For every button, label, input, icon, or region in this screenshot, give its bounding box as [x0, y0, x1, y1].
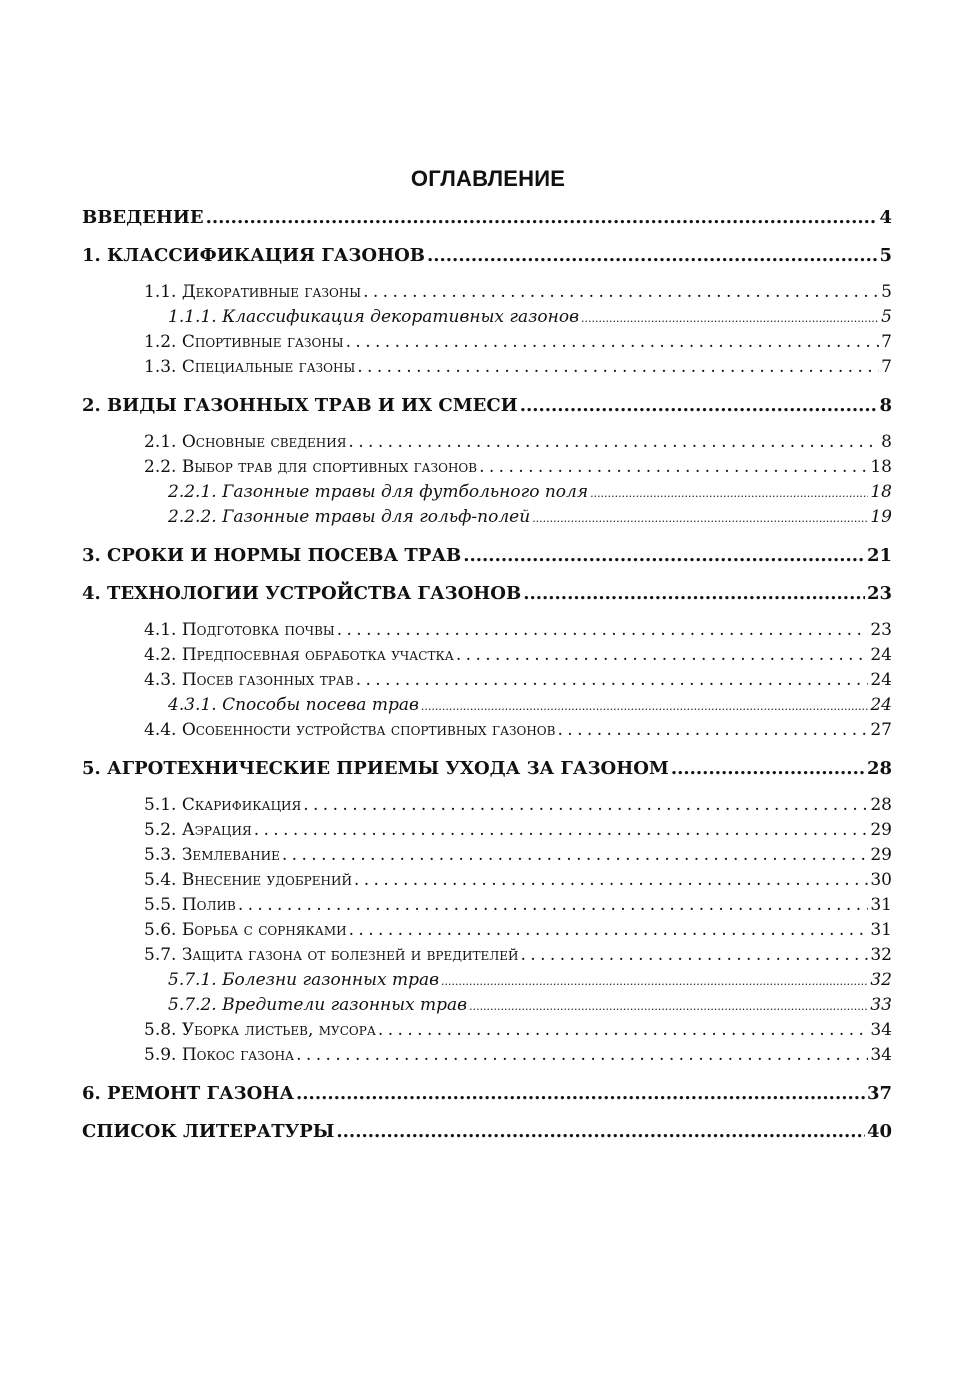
toc-dot-leader	[296, 1045, 868, 1065]
toc-entry-level-2[interactable]	[82, 282, 892, 307]
toc-page-number: 28	[866, 758, 892, 779]
page-title: ОГЛАВЛЕНИЕ	[410, 166, 566, 191]
toc-dot-leader	[348, 432, 879, 452]
toc-dot-leader	[363, 282, 879, 302]
toc-entry-level-1[interactable]	[82, 1083, 892, 1108]
toc-dot-leader	[238, 895, 869, 915]
toc-page-number: 33	[870, 995, 892, 1015]
toc-page-number: 24	[870, 695, 892, 715]
toc-entry-level-1[interactable]	[82, 583, 892, 608]
toc-entry-level-2[interactable]	[82, 820, 892, 845]
toc-page-number: 37	[866, 1083, 892, 1104]
toc-entry-label: 2.2. Выбор трав для спортивных газонов	[144, 457, 478, 477]
toc-entry-label: 4.4. Особенности устройства спортивных газонов	[144, 720, 556, 740]
toc-entry-level-3[interactable]	[82, 307, 892, 332]
toc-entry-level-3[interactable]	[82, 995, 892, 1020]
toc-entry-level-2[interactable]	[82, 432, 892, 457]
toc-page-number: 24	[870, 645, 892, 665]
toc-entry-label: 5.6. Борьба с сорняками	[144, 920, 347, 940]
toc-dot-leader	[349, 920, 869, 940]
toc-entry-label: 5.4. Внесение удобрений	[144, 870, 352, 890]
toc-entry-level-2[interactable]	[82, 332, 892, 357]
toc-dot-leader	[523, 583, 865, 604]
toc-dot-leader	[421, 700, 868, 713]
toc-entry-label: 2.2.2. Газонные травы для гольф-полей	[168, 507, 531, 527]
toc-dot-leader	[581, 312, 879, 325]
toc-page-number: 28	[870, 795, 892, 815]
toc-dot-leader	[282, 845, 869, 865]
toc-page-number: 32	[870, 970, 892, 990]
toc-entry-label: 5.7.2. Вредители газонных трав	[168, 995, 468, 1015]
toc-dot-leader	[520, 395, 878, 416]
toc-page-number: 31	[870, 895, 892, 915]
toc-page-number: 7	[881, 357, 892, 377]
toc-entry-level-2[interactable]	[82, 645, 892, 670]
toc-entry-level-2[interactable]	[82, 1045, 892, 1070]
toc-page-number: 40	[866, 1121, 892, 1142]
toc-dot-leader	[354, 870, 868, 890]
toc-entry-label: 1.1. Декоративные газоны	[144, 282, 362, 302]
toc-entry-level-2[interactable]	[82, 795, 892, 820]
table-of-contents	[82, 207, 892, 1146]
toc-dot-leader	[296, 1083, 865, 1104]
toc-entry-level-3[interactable]	[82, 507, 892, 532]
toc-spacer	[82, 270, 892, 282]
toc-page-number: 27	[870, 720, 892, 740]
toc-entry-label: 3. СРОКИ И НОРМЫ ПОСЕВА ТРАВ	[82, 545, 462, 566]
toc-entry-level-2[interactable]	[82, 895, 892, 920]
toc-entry-level-2[interactable]	[82, 720, 892, 745]
toc-dot-leader	[671, 758, 865, 779]
toc-page-number: 34	[870, 1020, 892, 1040]
toc-entry-level-2[interactable]	[82, 845, 892, 870]
toc-entry-label: 5.9. Покос газона	[144, 1045, 295, 1065]
toc-page-number: 29	[870, 845, 892, 865]
toc-page-number: 5	[881, 307, 892, 327]
toc-page-number: 18	[870, 482, 892, 502]
toc-dot-leader	[557, 720, 868, 740]
toc-entry-level-2[interactable]	[82, 945, 892, 970]
toc-dot-leader	[346, 332, 880, 352]
toc-entry-label: 2. ВИДЫ ГАЗОННЫХ ТРАВ И ИХ СМЕСИ	[82, 395, 518, 416]
toc-entry-label: 1.3. Специальные газоны	[144, 357, 356, 377]
toc-page-number: 8	[879, 395, 892, 416]
toc-entry-label: 5.7.1. Болезни газонных трав	[168, 970, 439, 990]
toc-page-number: 29	[870, 820, 892, 840]
toc-entry-label: 4.3. Посев газонных трав	[144, 670, 354, 690]
toc-entry-label: 6. РЕМОНТ ГАЗОНА	[82, 1083, 295, 1104]
toc-entry-label: 5.7. Защита газона от болезней и вредителей	[144, 945, 519, 965]
toc-dot-leader	[337, 620, 869, 640]
toc-entry-level-2[interactable]	[82, 1020, 892, 1045]
toc-entry-label: 2.1. Основные сведения	[144, 432, 347, 452]
toc-dot-leader	[456, 645, 869, 665]
toc-entry-label: 1.1.1. Классификация декоративных газонов	[168, 307, 579, 327]
toc-entry-level-2[interactable]	[82, 357, 892, 382]
toc-entry-level-2[interactable]	[82, 457, 892, 482]
toc-page-number: 19	[870, 507, 892, 527]
toc-entry-level-3[interactable]	[82, 695, 892, 720]
toc-page-number: 23	[866, 583, 892, 604]
toc-entry-level-1[interactable]	[82, 1121, 892, 1146]
toc-dot-leader	[469, 1000, 868, 1013]
toc-entry-level-1[interactable]	[82, 395, 892, 420]
toc-entry-label: 4. ТЕХНОЛОГИИ УСТРОЙСТВА ГАЗОНОВ	[82, 583, 522, 604]
toc-dot-leader	[378, 1020, 868, 1040]
toc-dot-leader	[336, 1121, 865, 1142]
toc-entry-level-1[interactable]	[82, 545, 892, 570]
toc-dot-leader	[590, 487, 868, 500]
toc-entry-level-1[interactable]	[82, 245, 892, 270]
toc-dot-leader	[479, 457, 868, 477]
toc-page-number: 34	[870, 1045, 892, 1065]
toc-spacer	[82, 420, 892, 432]
toc-entry-label: 5.1. Скарификация	[144, 795, 302, 815]
toc-page-number: 24	[870, 670, 892, 690]
toc-page-number: 23	[870, 620, 892, 640]
toc-page-number: 5	[879, 245, 892, 266]
toc-entry-label: ВВЕДЕНИЕ	[82, 207, 204, 228]
toc-entry-label: 5.5. Полив	[144, 895, 236, 915]
toc-entry-label: 4.3.1. Способы посева трав	[168, 695, 419, 715]
toc-spacer	[82, 783, 892, 795]
toc-entry-label: 2.2.1. Газонные травы для футбольного поля	[168, 482, 589, 502]
toc-entry-label: 5.3. Землевание	[144, 845, 280, 865]
toc-dot-leader	[356, 670, 869, 690]
toc-dot-leader	[206, 207, 878, 228]
toc-dot-leader	[463, 545, 865, 566]
toc-page-number: 32	[870, 945, 892, 965]
toc-page-number: 30	[870, 870, 892, 890]
toc-entry-level-2[interactable]	[82, 620, 892, 645]
toc-entry-label: СПИСОК ЛИТЕРАТУРЫ	[82, 1121, 335, 1142]
toc-entry-label: 5. АГРОТЕХНИЧЕСКИЕ ПРИЕМЫ УХОДА ЗА ГАЗОНОМ	[82, 758, 669, 779]
toc-entry-label: 4.2. Предпосевная обработка участка	[144, 645, 454, 665]
toc-page-number: 4	[879, 207, 892, 228]
toc-entry-level-3[interactable]	[82, 482, 892, 507]
toc-entry-label: 4.1. Подготовка почвы	[144, 620, 335, 640]
toc-page-number: 7	[881, 332, 892, 352]
toc-page-number: 21	[866, 545, 892, 566]
toc-dot-leader	[303, 795, 868, 815]
toc-page-number: 5	[881, 282, 892, 302]
toc-entry-level-2[interactable]	[82, 870, 892, 895]
toc-dot-leader	[357, 357, 879, 377]
toc-dot-leader	[427, 245, 877, 266]
toc-dot-leader	[532, 512, 868, 525]
toc-page-number: 18	[870, 457, 892, 477]
toc-dot-leader	[441, 975, 868, 988]
toc-entry-level-1[interactable]	[82, 207, 892, 232]
toc-entry-label: 5.2. Аэрация	[144, 820, 252, 840]
toc-page-number: 8	[881, 432, 892, 452]
toc-entry-level-1[interactable]	[82, 758, 892, 783]
toc-dot-leader	[254, 820, 869, 840]
toc-page-number: 31	[870, 920, 892, 940]
toc-entry-level-2[interactable]	[82, 920, 892, 945]
toc-entry-level-2[interactable]	[82, 670, 892, 695]
toc-entry-level-3[interactable]	[82, 970, 892, 995]
toc-spacer	[82, 608, 892, 620]
toc-entry-label: 1.2. Спортивные газоны	[144, 332, 344, 352]
toc-entry-label: 5.8. Уборка листьев, мусора	[144, 1020, 376, 1040]
toc-dot-leader	[520, 945, 868, 965]
toc-entry-label: 1. КЛАССИФИКАЦИЯ ГАЗОНОВ	[82, 245, 425, 266]
